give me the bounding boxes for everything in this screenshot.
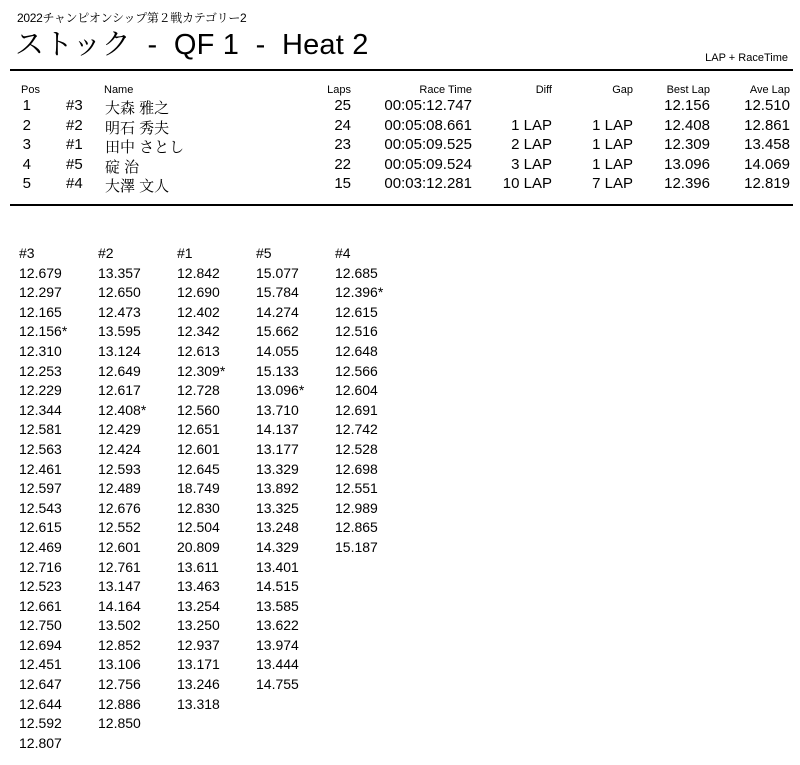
lap-time: 13.250	[177, 617, 220, 634]
lap-time: 12.253	[19, 362, 62, 379]
lap-column-car-number: #1	[177, 245, 193, 261]
lap-time: 13.444	[256, 656, 299, 673]
lap-time: 14.274	[256, 303, 299, 320]
lap-time: 13.463	[177, 578, 220, 595]
result-diff: 1 LAP	[511, 116, 552, 134]
lap-time: 12.469	[19, 538, 62, 555]
lap-time: 12.473	[98, 303, 141, 320]
lap-time: 12.613	[177, 342, 220, 359]
result-car-number: #5	[66, 155, 83, 173]
lap-time: 12.690	[177, 284, 220, 301]
laps-column-header: Laps	[327, 84, 351, 96]
lap-time: 12.297	[19, 284, 62, 301]
result-car-number: #4	[66, 175, 83, 192]
lap-time: 12.528	[335, 440, 378, 457]
lap-time: 12.396*	[335, 284, 384, 301]
lap-time: 12.756	[98, 676, 141, 693]
lap-time: 12.842	[177, 264, 220, 281]
result-best-lap: 13.096	[664, 155, 710, 173]
lap-time: 12.489	[98, 480, 141, 497]
lap-time: 13.254	[177, 597, 220, 614]
lap-column	[335, 244, 383, 558]
lap-time: 12.310	[19, 342, 62, 359]
lap-time: 12.552	[98, 519, 141, 536]
lap-column	[98, 244, 146, 734]
lap-column-car-number: #4	[335, 245, 351, 261]
lap-time: 12.937	[177, 636, 220, 653]
lap-time: 13.401	[256, 558, 299, 575]
lap-time: 15.133	[256, 362, 299, 379]
result-race-time: 00:05:09.525	[384, 136, 472, 153]
lap-time: 13.325	[256, 499, 299, 516]
result-driver-name: 碇 治	[105, 158, 140, 176]
result-laps: 22	[334, 155, 351, 173]
lap-time: 12.651	[177, 421, 220, 438]
result-laps: 25	[334, 97, 351, 114]
lap-time: 12.661	[19, 597, 62, 614]
lap-time: 12.342	[177, 323, 220, 340]
result-race-time: 00:05:09.524	[384, 155, 472, 173]
lap-time: 12.679	[19, 264, 62, 281]
lap-time: 12.563	[19, 440, 62, 457]
result-pos: 1	[22, 97, 31, 114]
lap-time: 12.685	[335, 264, 378, 281]
race-time-column-header: Race Time	[419, 84, 472, 96]
lap-time: 12.560	[177, 401, 220, 418]
result-ave-lap: 12.861	[744, 116, 790, 134]
lap-time: 15.187	[335, 538, 378, 555]
lap-column	[256, 244, 304, 695]
event-name: 2022チャンピオンシップ第２戦カテゴリー2	[17, 11, 247, 25]
lap-time: 12.615	[19, 519, 62, 536]
lap-time: 13.357	[98, 264, 141, 281]
result-pos: 4	[22, 155, 31, 173]
lap-time: 14.329	[256, 538, 299, 555]
lap-time: 12.424	[98, 440, 141, 457]
lap-time: 12.597	[19, 480, 62, 497]
result-best-lap: 12.396	[664, 175, 710, 192]
lap-column-car-number: #2	[98, 245, 114, 261]
lap-time: 12.989	[335, 499, 378, 516]
lap-time: 13.318	[177, 695, 220, 712]
lap-time: 12.694	[19, 636, 62, 653]
lap-time: 20.809	[177, 538, 220, 555]
lap-time: 12.566	[335, 362, 378, 379]
lap-time: 12.523	[19, 578, 62, 595]
pos-column-header: Pos	[21, 84, 40, 96]
lap-time: 14.137	[256, 421, 299, 438]
result-driver-name: 明石 秀夫	[105, 119, 170, 137]
result-gap: 7 LAP	[592, 175, 633, 192]
result-best-lap: 12.156	[664, 97, 710, 114]
lap-time: 12.504	[177, 519, 220, 536]
lap-time: 12.761	[98, 558, 141, 575]
gap-column-header: Gap	[612, 84, 633, 96]
lap-time: 12.750	[19, 617, 62, 634]
lap-time: 13.124	[98, 342, 141, 359]
result-race-time: 00:05:08.661	[384, 116, 472, 134]
lap-column-car-number: #3	[19, 245, 35, 261]
result-car-number: #2	[66, 116, 83, 134]
lap-time: 12.408*	[98, 401, 147, 418]
lap-time: 12.593	[98, 460, 141, 477]
lap-time: 12.615	[335, 303, 378, 320]
best-lap-column-header: Best Lap	[666, 84, 710, 96]
result-ave-lap: 14.069	[744, 155, 790, 173]
lap-time: 12.516	[335, 323, 378, 340]
lap-time: 12.429	[98, 421, 141, 438]
lap-time: 12.344	[19, 401, 62, 418]
lap-time: 12.865	[335, 519, 378, 536]
result-best-lap: 12.309	[664, 136, 710, 153]
lap-time: 13.622	[256, 617, 299, 634]
result-laps: 24	[334, 116, 351, 134]
lap-time: 13.177	[256, 440, 299, 457]
lap-time: 12.649	[98, 362, 141, 379]
lap-time: 13.248	[256, 519, 299, 536]
lap-time: 14.755	[256, 676, 299, 693]
diff-column-header: Diff	[535, 84, 552, 96]
lap-time: 12.644	[19, 695, 62, 712]
lap-time: 13.595	[98, 323, 141, 340]
lap-time: 12.543	[19, 499, 62, 516]
lap-time: 12.716	[19, 558, 62, 575]
lap-time: 13.892	[256, 480, 299, 497]
lap-time: 15.784	[256, 284, 299, 301]
result-gap: 1 LAP	[592, 136, 633, 153]
lap-time: 13.611	[177, 558, 219, 575]
lap-time: 12.676	[98, 499, 141, 516]
lap-column	[177, 244, 225, 714]
lap-time: 12.852	[98, 636, 141, 653]
lap-time: 12.551	[335, 480, 378, 497]
result-race-time: 00:05:12.747	[384, 97, 472, 114]
lap-time: 13.147	[98, 578, 141, 595]
result-best-lap: 12.408	[664, 116, 710, 134]
result-laps: 15	[334, 175, 351, 192]
lap-time: 12.617	[98, 382, 141, 399]
name-column-header: Name	[104, 84, 134, 96]
lap-time: 12.309*	[177, 362, 226, 379]
lap-time: 12.647	[19, 676, 62, 693]
lap-time: 18.749	[177, 480, 220, 497]
ave-lap-column-header: Ave Lap	[749, 84, 790, 96]
result-diff: 2 LAP	[511, 136, 552, 153]
result-pos: 5	[22, 175, 31, 192]
lap-column-car-number: #5	[256, 245, 272, 261]
result-diff: 10 LAP	[502, 175, 552, 192]
result-ave-lap: 12.819	[744, 175, 790, 192]
lap-time: 14.515	[256, 578, 299, 595]
lap-time: 12.650	[98, 284, 141, 301]
result-driver-name: 田中 さとし	[105, 139, 185, 156]
result-laps: 23	[334, 136, 351, 153]
lap-time: 12.698	[335, 460, 378, 477]
lap-column	[19, 244, 67, 753]
lap-time: 12.807	[19, 734, 62, 751]
lap-time: 12.604	[335, 382, 378, 399]
result-driver-name: 大森 雅之	[105, 100, 170, 117]
lap-time: 12.165	[19, 303, 62, 320]
lap-time: 15.662	[256, 323, 299, 340]
lap-time: 12.645	[177, 460, 220, 477]
result-driver-name: 大澤 文人	[105, 178, 170, 195]
result-race-time: 00:03:12.281	[384, 175, 472, 192]
result-pos: 2	[22, 116, 31, 134]
lap-time: 13.096*	[256, 382, 305, 399]
page-title: ストック - QF 1 - Heat 2	[15, 29, 369, 61]
lap-time: 12.461	[19, 460, 62, 477]
lap-time: 12.601	[177, 440, 220, 457]
lap-time: 13.171	[177, 656, 220, 673]
lap-time: 12.581	[19, 421, 62, 438]
lap-time: 12.601	[98, 538, 141, 555]
result-car-number: #3	[66, 97, 83, 114]
lap-time: 13.974	[256, 636, 299, 653]
lap-time: 14.055	[256, 342, 299, 359]
lap-time: 15.077	[256, 264, 299, 281]
lap-time: 12.886	[98, 695, 141, 712]
lap-time: 12.742	[335, 421, 378, 438]
result-pos: 3	[22, 136, 31, 153]
lap-time: 12.850	[98, 715, 141, 732]
top-divider	[10, 69, 793, 71]
result-gap: 1 LAP	[592, 116, 633, 134]
lap-time: 13.710	[256, 401, 299, 418]
lap-time: 13.502	[98, 617, 141, 634]
lap-time: 12.648	[335, 342, 378, 359]
lap-time: 12.830	[177, 499, 220, 516]
lap-time: 12.592	[19, 715, 62, 732]
result-gap: 1 LAP	[592, 155, 633, 173]
lap-time: 14.164	[98, 597, 141, 614]
lap-time: 13.329	[256, 460, 299, 477]
bottom-divider	[10, 204, 793, 206]
result-diff: 3 LAP	[511, 155, 552, 173]
lap-time: 12.229	[19, 382, 62, 399]
display-mode-label: LAP + RaceTime	[705, 52, 788, 64]
lap-time: 12.691	[335, 401, 378, 418]
lap-time: 12.728	[177, 382, 220, 399]
result-car-number: #1	[66, 136, 83, 153]
lap-time: 12.402	[177, 303, 220, 320]
lap-time: 13.246	[177, 676, 220, 693]
lap-time: 13.106	[98, 656, 141, 673]
lap-time: 12.451	[19, 656, 62, 673]
result-ave-lap: 12.510	[744, 97, 790, 114]
lap-time: 13.585	[256, 597, 299, 614]
lap-time: 12.156*	[19, 323, 68, 340]
result-ave-lap: 13.458	[744, 136, 790, 153]
